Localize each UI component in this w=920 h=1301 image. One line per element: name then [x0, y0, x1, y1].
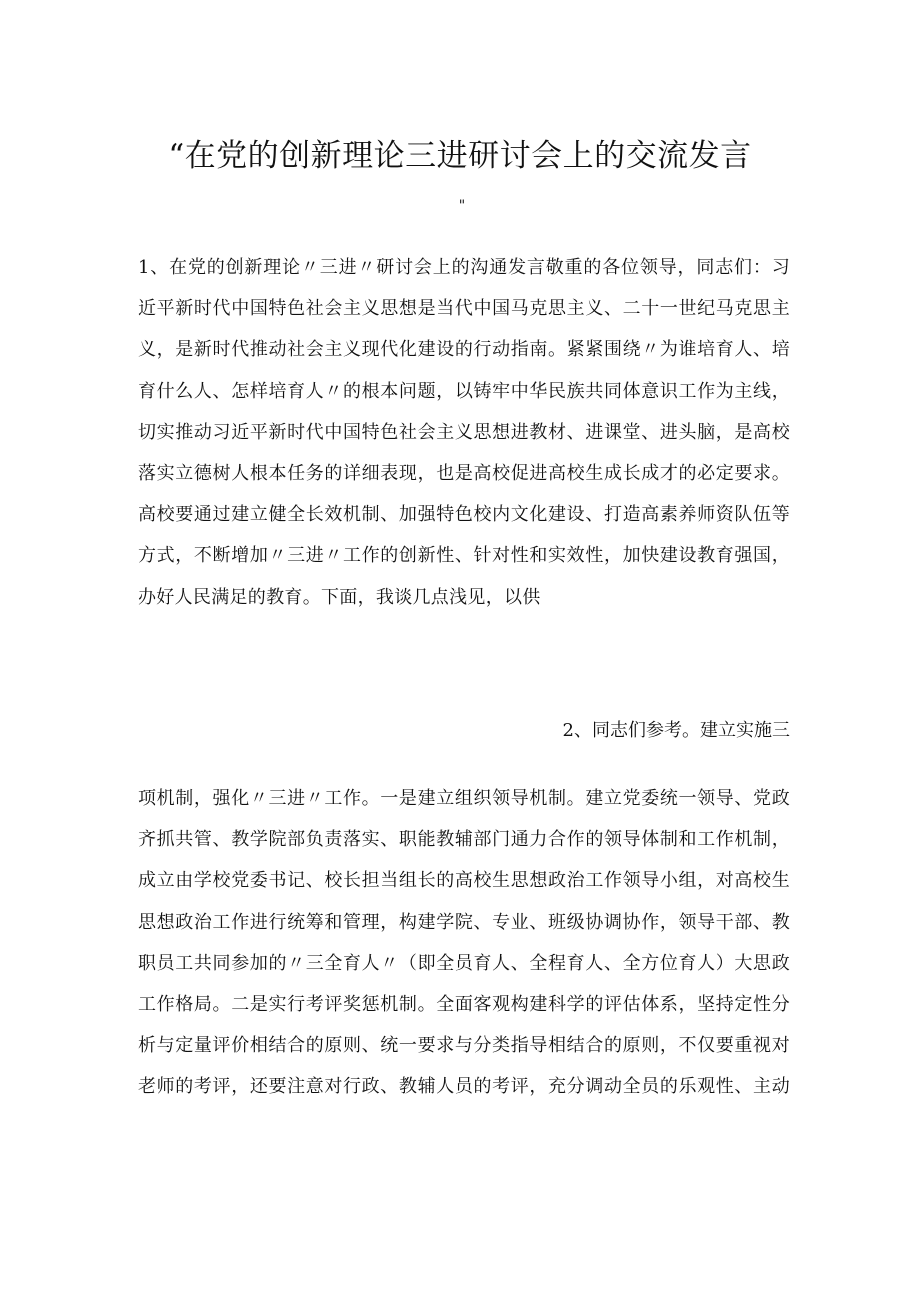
- paragraph-line: 析与定量评价相结合的原则、统一要求与分类指导相结合的原则，不仅要重视对: [138, 1035, 790, 1057]
- paragraph-line: 1、在党的创新理论〃三进〃研讨会上的沟通发言敬重的各位领导，同志们：习: [138, 257, 790, 278]
- paragraph-line: 老师的考评，还要注意对行政、教辅人员的考评，充分调动全员的乐观性、主动: [138, 1076, 790, 1098]
- paragraph-line: 落实立德树人根本任务的详细表现，也是高校促进高校生成长成才的必定要求。: [138, 462, 790, 484]
- paragraph-1: [138, 247, 790, 618]
- paragraph-2: 2、同志们参考。建立实施三: [562, 720, 790, 741]
- paragraph-line: 思想政治工作进行统筹和管理，构建学院、专业、班级协调协作，领导干部、教: [138, 911, 790, 933]
- paragraph-line: 方式，不断增加〃三进〃工作的创新性、针对性和实效性，加快建设教育强国，: [138, 545, 790, 567]
- paragraph-line: 齐抓共管、教学院部负责落实、职能教辅部门通力合作的领导体制和工作机制，: [138, 829, 790, 851]
- paragraph-line: 工作格局。二是实行考评奖惩机制。全面客观构建科学的评估体系，坚持定性分: [138, 993, 790, 1015]
- document-title: “在党的创新理论三进研讨会上的交流发言: [168, 138, 752, 174]
- paragraph-line: 高校要通过建立健全长效机制、加强特色校内文化建设、打造高素养师资队伍等: [138, 504, 790, 526]
- title-closing-quote: ": [458, 198, 466, 214]
- paragraph-line: 育什么人、怎样培育人〃的根本问题，以铸牢中华民族共同体意识工作为主线，: [138, 380, 790, 402]
- paragraph-line: 项机制，强化〃三进〃工作。一是建立组织领导机制。建立党委统一领导、党政: [138, 788, 790, 809]
- paragraph-3: [138, 778, 790, 1108]
- paragraph-line: 成立由学校党委书记、校长担当组长的高校生思想政治工作领导小组，对高校生: [138, 870, 790, 892]
- paragraph-line: 切实推动习近平新时代中国特色社会主义思想进教材、进课堂、进头脑，是高校: [138, 421, 790, 443]
- paragraph-line: 义，是新时代推动社会主义现代化建设的行动指南。紧紧围绕〃为谁培育人、培: [138, 339, 790, 361]
- paragraph-line: 职员工共同参加的〃三全育人〃（即全员育人、全程育人、全方位育人）大思政: [138, 952, 790, 974]
- paragraph-line: 近平新时代中国特色社会主义思想是当代中国马克思主义、二十一世纪马克思主: [138, 298, 790, 320]
- paragraph-line: 办好人民满足的教育。下面，我谈几点浅见，以供: [138, 586, 541, 608]
